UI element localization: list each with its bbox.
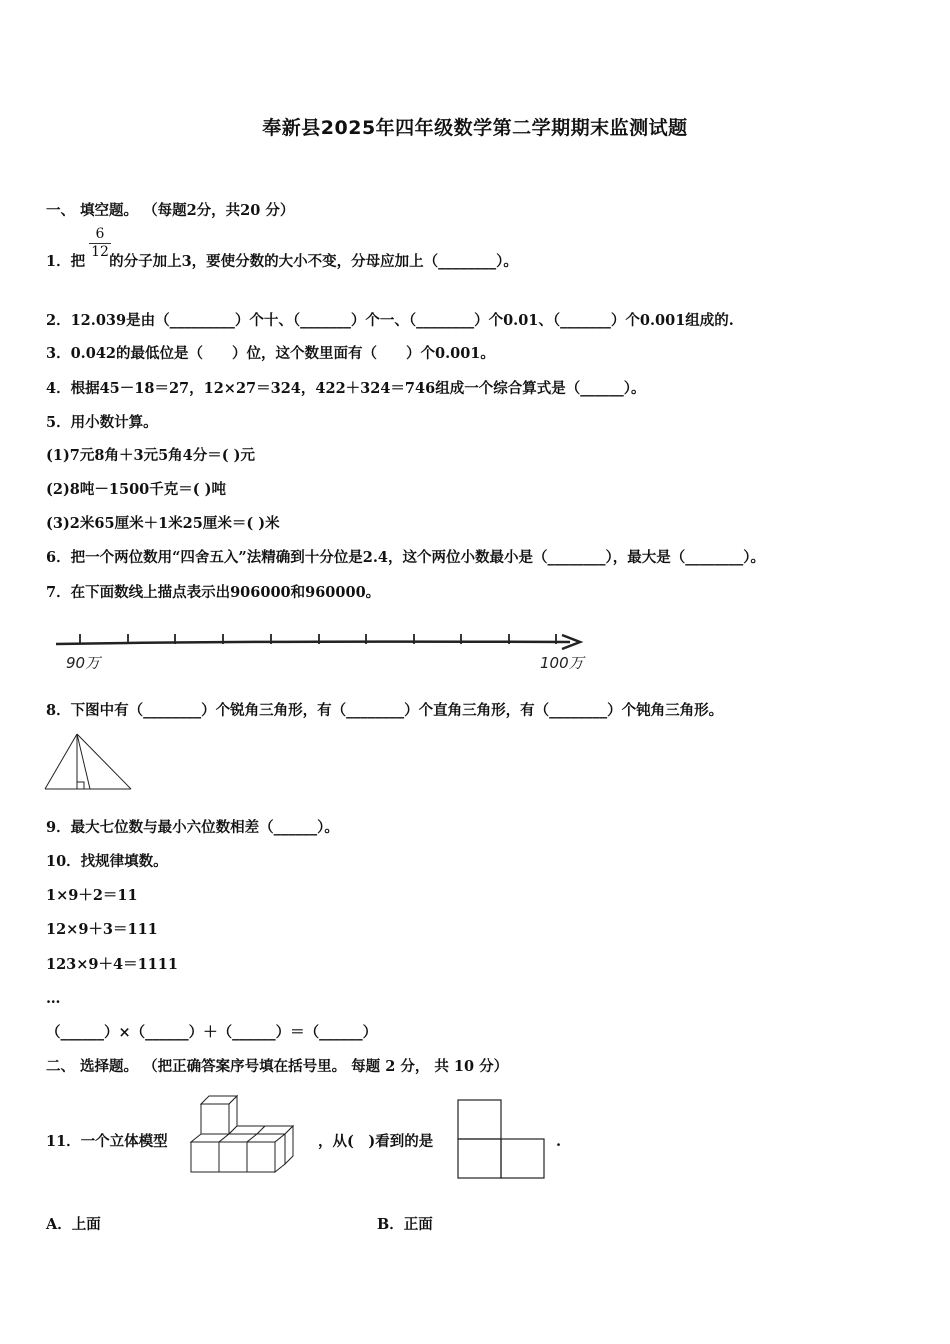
question-10-stem: 10．找规律填数。 (46, 853, 168, 870)
fraction-numerator: 6 (95, 226, 105, 242)
question-2: 2．12.039是由（_________）个十、（_______）个一、（________）个0.01、（_______）个0.001组成的. (46, 312, 734, 329)
question-11-suffix: . (556, 1133, 562, 1150)
question-6: 6．把一个两位数用“四舍五入”法精确到十分位是2.4，这个两位小数最小是（________），最大是（________）。 (46, 549, 765, 566)
number-line-diagram (50, 628, 595, 678)
pattern-line-1: 1×9＋2＝11 (46, 887, 138, 904)
question-4: 4．根据45－18＝27，12×27＝324，422＋324＝746组成一个综合算式是（______）。 (46, 380, 646, 397)
question-3: 3．0.042的最低位是（ ）位，这个数里面有（ ）个0.001。 (46, 345, 495, 362)
fraction-denominator: 12 (89, 243, 111, 261)
page-title: 奉新县2025年四年级数学第二学期期末监测试题 (262, 117, 688, 139)
option-b-letter: B． (377, 1216, 404, 1233)
question-5-item-2: (2)8吨－1500千克＝( )吨 (46, 481, 227, 498)
pattern-line-3: 123×9＋4＝1111 (46, 956, 178, 973)
question-5-item-1: (1)7元8角＋3元5角4分＝( )元 (46, 447, 256, 464)
question-1-suffix: 的分子加上3，要使分数的大小不变，分母应加上（________）。 (109, 253, 518, 270)
pattern-answer-line: （______）×（______）＋（______）＝（______） (46, 1024, 378, 1041)
option-a-letter: A． (46, 1216, 72, 1233)
number-line-start-label: 90万 (66, 654, 101, 672)
question-5-stem: 5．用小数计算。 (46, 414, 158, 431)
fraction-6-12 (89, 226, 111, 261)
option-b-text: 正面 (403, 1216, 433, 1233)
option-b[interactable] (377, 1215, 433, 1235)
section-2-heading: 二、 选择题。 （把正确答案序号填在括号里。 每题 2 分， 共 10 分） (46, 1058, 509, 1075)
triangle-figure (44, 733, 134, 791)
number-line-end-label: 100万 (540, 654, 584, 672)
view-shape-figure (456, 1098, 548, 1180)
question-8: 8．下图中有（________）个锐角三角形，有（________）个直角三角形，有（________）个钝角三角形。 (46, 702, 724, 719)
question-11-prefix: 11．一个立体模型 (46, 1133, 168, 1150)
question-1-prefix: 1．把 (46, 253, 86, 270)
question-5-item-3: (3)2米65厘米＋1米25厘米＝( )米 (46, 515, 280, 532)
question-7-stem: 7．在下面数线上描点表示出906000和960000。 (46, 584, 381, 601)
question-11-middle: ，从( )看到的是 (318, 1133, 434, 1150)
cube-model-figure (190, 1095, 300, 1175)
section-1-heading: 一、 填空题。 （每题2分，共20 分） (46, 202, 295, 219)
pattern-ellipsis: … (46, 990, 61, 1007)
pattern-line-2: 12×9＋3＝111 (46, 921, 158, 938)
option-a-text: 上面 (71, 1216, 101, 1233)
option-a[interactable] (46, 1215, 101, 1235)
question-9: 9．最大七位数与最小六位数相差（______）。 (46, 819, 339, 836)
question-1 (46, 252, 518, 272)
